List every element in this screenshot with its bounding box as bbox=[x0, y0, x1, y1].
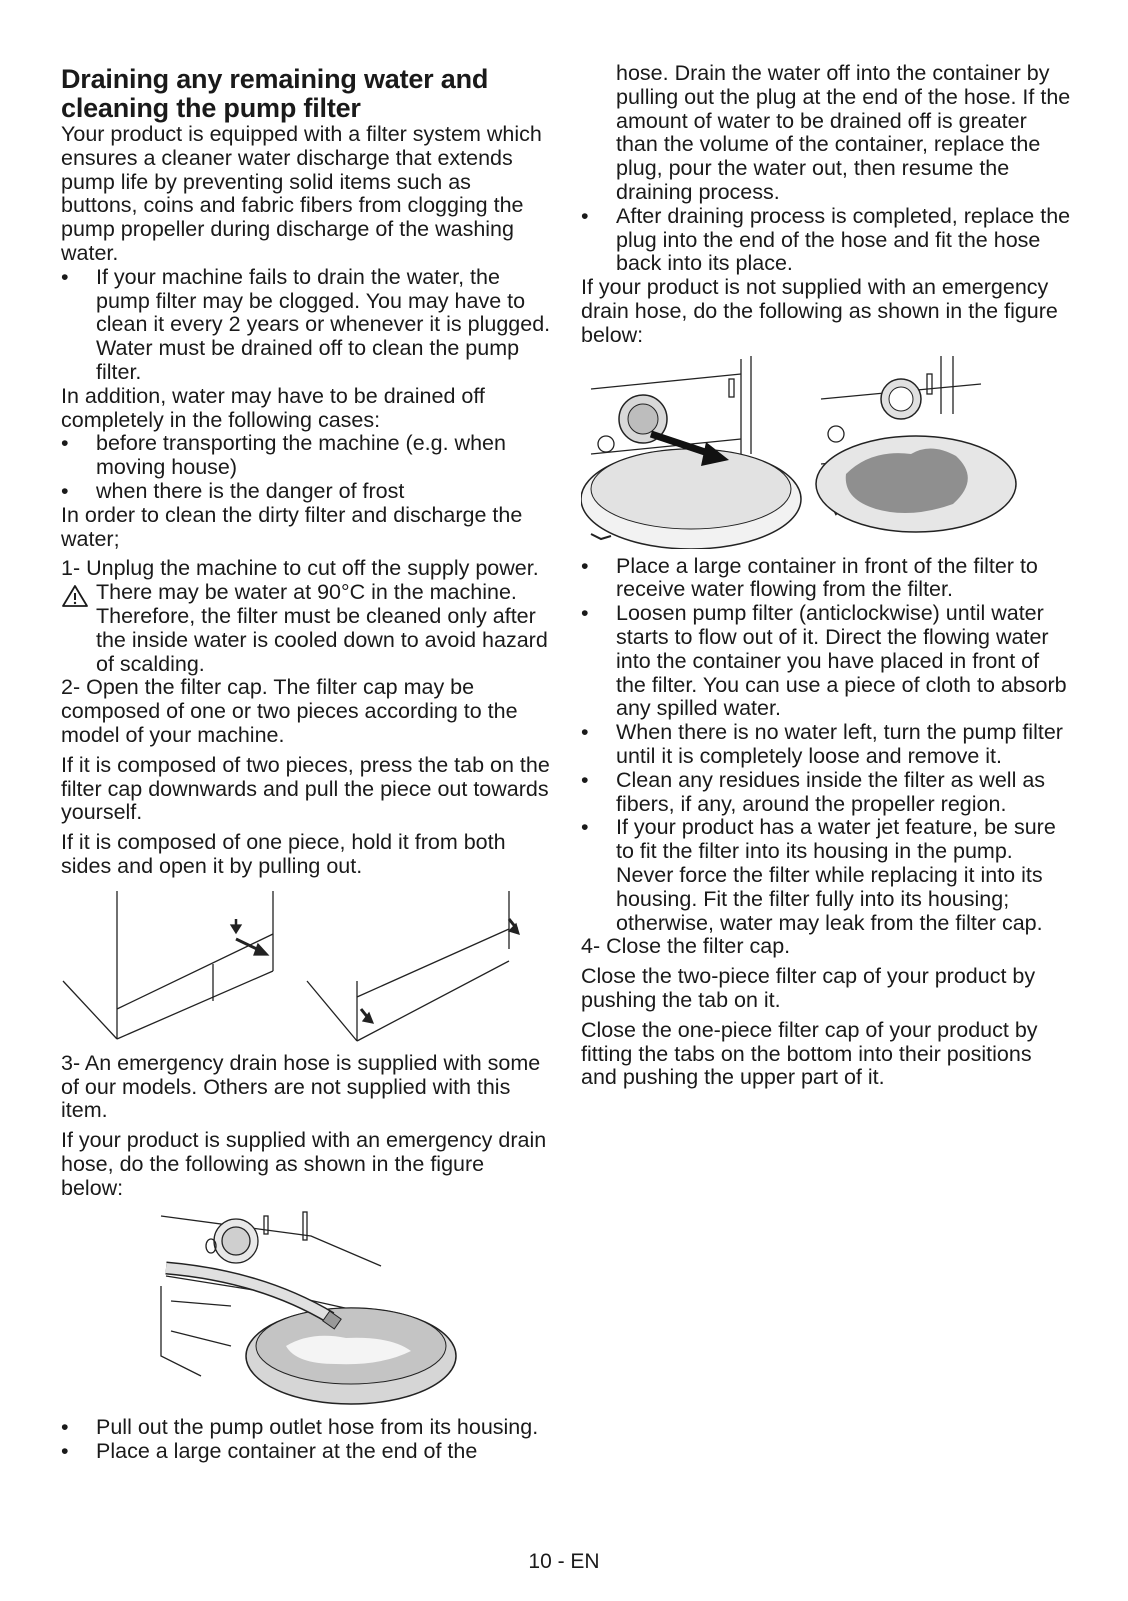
not-supplied-paragraph: If your product is not supplied with an emergency drain hose, do the following as shown in the figure below: bbox=[581, 275, 1058, 347]
page-number: 10 - EN bbox=[528, 1550, 600, 1573]
list-item: • Loosen pump filter (anticlockwise) until water starts to flow out of it. Direct the flowing water into the container you have placed in front of the filter. You can use a piece of cloth to absorb any spilled water. bbox=[581, 601, 1067, 721]
supplied-paragraph: If your product is supplied with an emergency drain hose, do the following as shown in the figure below: bbox=[61, 1128, 547, 1200]
two-piece-paragraph: If it is composed of two pieces, press the tab on the filter cap downwards and pull the piece out towards yourself. bbox=[61, 752, 550, 825]
step-2: 2- Open the filter cap. The filter cap may be composed of one or two pieces according to the model of your machine. bbox=[61, 675, 518, 747]
list-item: • Place a large container in front of the filter to receive water flowing from the filter. bbox=[581, 553, 1038, 602]
close-two-piece: Close the two-piece filter cap of your product by pushing the tab on it. bbox=[581, 964, 1036, 1012]
list-item: • before transporting the machine (e.g. when moving house) bbox=[61, 431, 506, 480]
step-3: 3- An emergency drain hose is supplied with some of our models. Others are not supplied with this item. bbox=[61, 1050, 541, 1123]
warning-triangle-icon bbox=[61, 584, 89, 608]
right-column bbox=[581, 62, 1071, 1090]
section-heading: Draining any remaining water and cleaning the pump filter bbox=[61, 64, 489, 123]
order-paragraph: In order to clean the dirty filter and discharge the water; bbox=[61, 502, 523, 551]
intro-paragraph: Your product is equipped with a filter system which ensures a cleaner water discharge that extends pump life by preventing solid items such as buttons, coins and fabric fibers from clogging the pump propeller during discharge of the washing water. bbox=[61, 122, 542, 265]
step-1: 1- Unplug the machine to cut off the supply power. bbox=[61, 556, 539, 581]
list-item: • If your machine fails to drain the water, the pump filter may be clogged. You may have to clean it every 2 years or whenever it is plugged. Water must be drained off to clean the pump filter. bbox=[61, 264, 551, 384]
list-item: • If your product has a water jet feature, be sure to fit the filter into its housing in the pump. Never force the filter while replacing it into its housing. Fit the filter fully into its housing; otherwise, water may leak from the filter cap. bbox=[581, 815, 1056, 935]
list-item: • when there is the danger of frost bbox=[61, 478, 405, 503]
drain-hose-illustration bbox=[61, 1206, 551, 1406]
left-column bbox=[61, 62, 551, 1464]
close-one-piece: Close the one-piece filter cap of your product by fitting the tabs on the bottom into their positions and pushing the upper part of it. bbox=[581, 1017, 1038, 1090]
container-drain-illustration bbox=[581, 354, 1051, 549]
list-item: • Place a large container at the end of the bbox=[61, 1439, 478, 1464]
bullet: • bbox=[61, 264, 69, 289]
filter-cap-figure bbox=[61, 889, 551, 1044]
hose-continuation: hose. Drain the water off into the container by pulling out the plug at the end of the hose. If the amount of water to be drained off is greater than the volume of the container, replace the plug, pour the water out, then resume the draining process. bbox=[616, 61, 1071, 204]
one-piece-paragraph: If it is composed of one piece, hold it from both sides and open it by pulling out. bbox=[61, 830, 506, 878]
filter-cap-illustration bbox=[61, 889, 551, 1044]
drain-hose-figure bbox=[61, 1206, 551, 1406]
step-4: 4- Close the filter cap. bbox=[581, 934, 791, 959]
list-item: • Clean any residues inside the filter as well as fibers, if any, around the propeller region. bbox=[581, 767, 1046, 816]
addition-paragraph: In addition, water may have to be drained off completely in the following cases: bbox=[61, 383, 485, 432]
list-item: • Pull out the pump outlet hose from its housing. bbox=[61, 1415, 539, 1440]
list-item: • When there is no water left, turn the pump filter until it is completely loose and remove it. bbox=[581, 720, 1063, 768]
warning-note: There may be water at 90°C in the machine. Therefore, the filter must be cleaned only after the inside water is cooled down to avoid hazard of scalding. bbox=[61, 581, 551, 676]
container-drain-figure bbox=[581, 354, 1071, 549]
list-item: • After draining process is completed, replace the plug into the end of the hose and fit the hose back into its place. bbox=[581, 203, 1071, 276]
